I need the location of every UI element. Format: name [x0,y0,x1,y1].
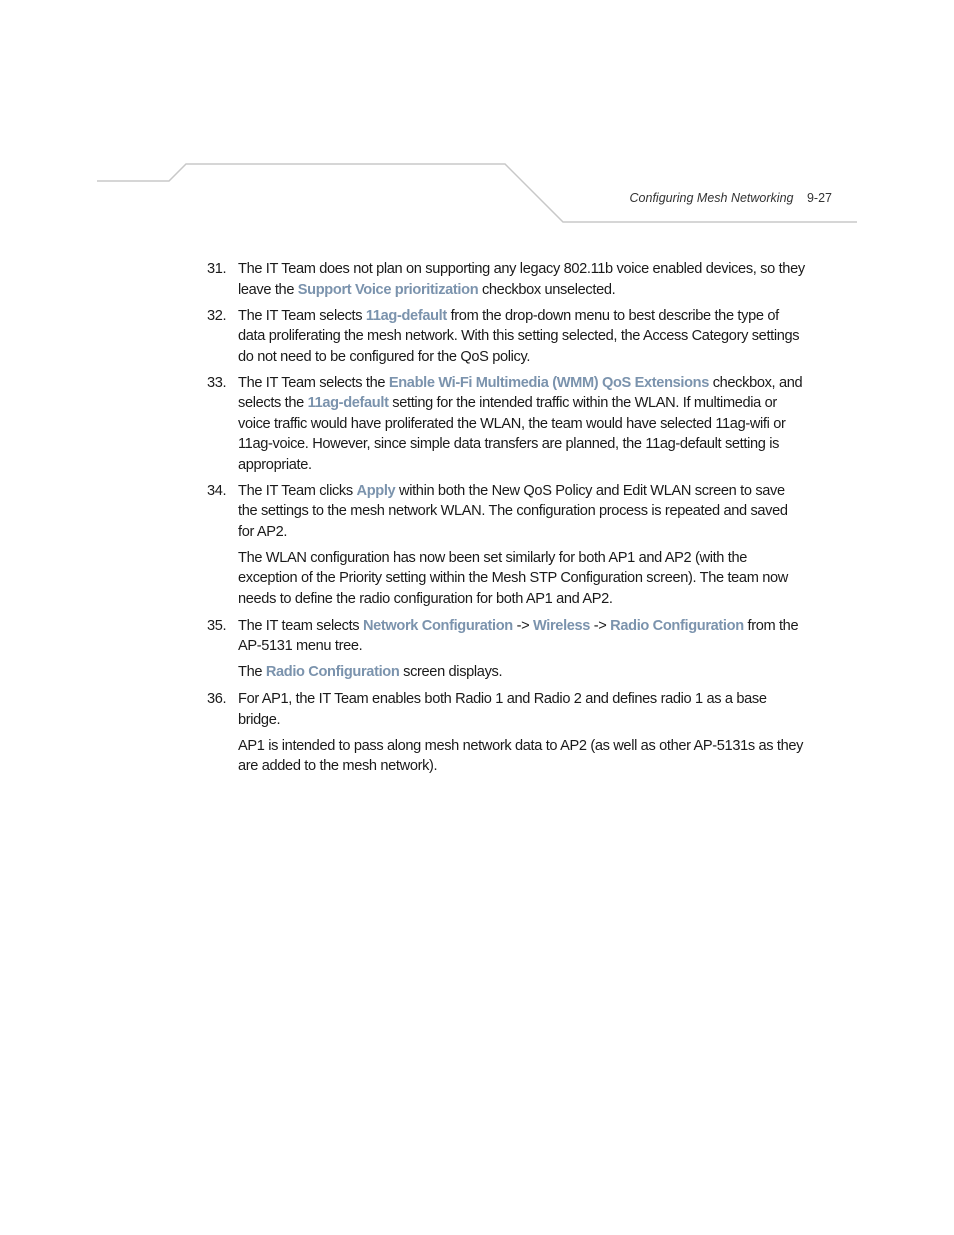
menu-separator: -> [512,617,533,634]
step-text: For AP1, the IT Team enables both Radio 1 and Radio 2 and defines radio 1 as a base bridge. [238,691,767,728]
step-33 [207,373,805,476]
step-number: 35. [207,617,227,634]
ui-term-apply: Apply [356,482,396,499]
note-text: The [238,664,266,680]
step-number: 32. [207,307,227,324]
step-35 [207,616,805,657]
step-number: 33. [207,374,227,391]
step-36 [207,689,805,730]
step-number: 34. [207,482,227,499]
step-31 [207,259,805,300]
step-34 [207,481,805,543]
step-35-note [238,662,805,683]
menu-separator: -> [590,617,611,634]
step-text: from the AP-5131 menu tree. [238,617,799,654]
running-head-title: Configuring Mesh Networking [629,191,794,205]
step-text: from the drop-down menu to best describe the type of data proliferating the mesh network. With this setting selected, the Access Category settings do not need to be configured for the QoS policy. [238,307,800,365]
step-text: checkbox unselected. [478,281,616,298]
step-text: The IT Team clicks [238,482,357,499]
step-text: The IT Team selects [238,307,366,324]
page-body [207,259,805,783]
page-number: 9-27 [806,191,832,205]
ui-term-support-voice-prioritization: Support Voice prioritization [297,281,479,298]
ui-term-radio-configuration: Radio Configuration [610,617,744,634]
ui-term-enable-wmm-qos-extensions: Enable Wi-Fi Multimedia (WMM) QoS Extensions [388,374,709,391]
ui-term-radio-configuration: Radio Configuration [265,664,400,680]
step-text: within both the New QoS Policy and Edit WLAN screen to save the settings to the mesh network WLAN. The configuration process is repeated and saved for AP2. [238,482,788,540]
step-text: setting for the intended traffic within the WLAN. If multimedia or voice traffic would have proliferated the WLAN, the team would have selected 11ag-wifi or 11ag-voice. However, since simple data transfers are planned, the 11ag-default setting is appropriate. [238,395,786,473]
step-36-note: AP1 is intended to pass along mesh network data to AP2 (as well as other AP-5131s as they are added to the mesh network). [238,737,804,774]
step-text: checkbox, and selects the [238,374,803,411]
step-text: The IT team selects [238,617,363,634]
step-text: The IT Team does not plan on supporting any legacy 802.11b voice enabled devices, so they leave the [238,261,805,298]
ui-term-11ag-default: 11ag-default [307,395,389,411]
ui-term-wireless: Wireless [532,617,591,634]
step-number: 31. [207,261,227,277]
ui-term-network-configuration: Network Configuration [362,617,513,634]
note-text: screen displays. [399,664,503,680]
running-head [600,191,832,209]
step-32 [207,306,805,368]
step-text: The IT Team selects the [238,374,389,391]
ui-term-11ag-default: 11ag-default [365,307,447,324]
step-34-note: The WLAN configuration has now been set similarly for both AP1 and AP2 (with the exception of the Priority setting within the Mesh STP Configuration screen). The team now needs to define the radio configuration for both AP1 and AP2. [238,549,788,607]
step-number: 36. [207,691,227,707]
